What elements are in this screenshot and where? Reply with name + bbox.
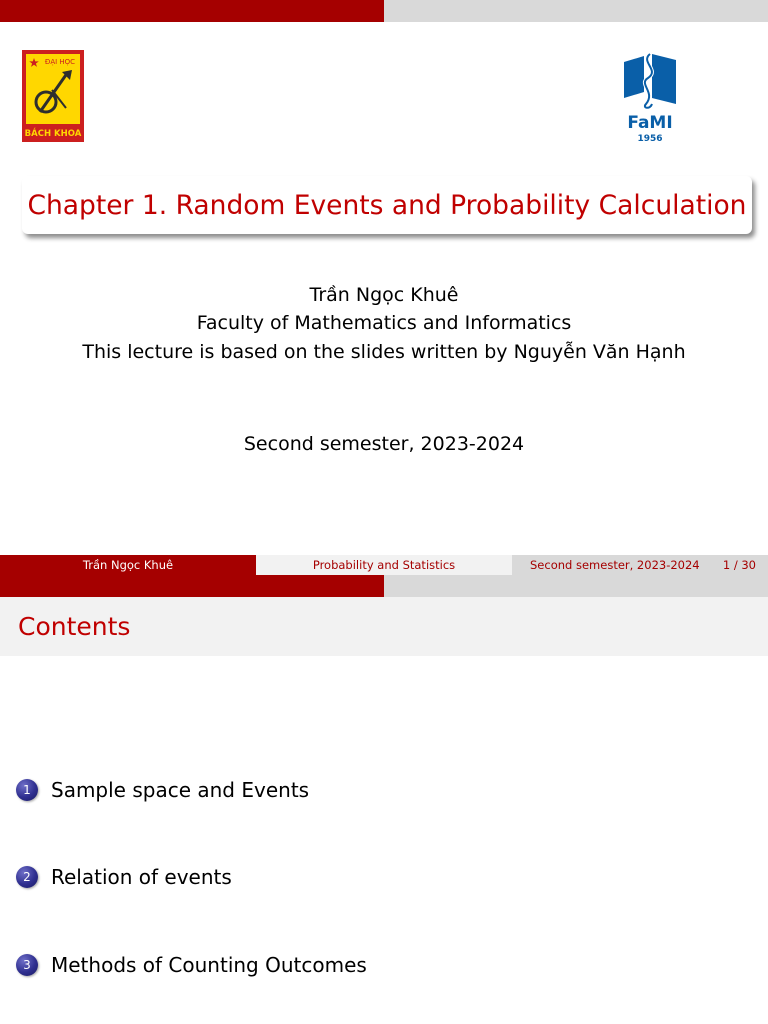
fami-logo (620, 48, 680, 144)
toc-number-ball: 2 (16, 866, 38, 888)
footer-semester (512, 555, 768, 575)
author-name: Trần Ngọc Khuê (309, 284, 459, 306)
toc-item-label: Sample space and Events (51, 778, 310, 802)
footer-page-number: 1 / 30 (722, 558, 756, 572)
header-bar-left (0, 0, 384, 22)
toc-item-3[interactable] (16, 950, 367, 980)
semester-date: Second semester, 2023-2024 (243, 433, 525, 455)
toc-number-ball: 3 (16, 954, 38, 976)
toc-item-2[interactable] (16, 862, 232, 892)
footer-course (256, 555, 512, 575)
toc-item-label: Methods of Counting Outcomes (51, 953, 367, 977)
title-box (22, 176, 752, 234)
contents-title: Contents (18, 612, 131, 641)
fami-logo-text: FaMI (627, 113, 673, 133)
slide-title: Chapter 1. Random Events and Probability Calculation (27, 189, 747, 221)
toc-number-ball: 1 (16, 779, 38, 801)
hust-logo (22, 50, 84, 142)
footer-course-text: Probability and Statistics (312, 558, 456, 572)
header-bar-right-2 (384, 575, 768, 597)
contents-title-bar (0, 597, 768, 656)
toc-item-label: Relation of events (51, 865, 232, 889)
hust-logo-line1: ĐẠI HỌC (44, 58, 76, 66)
footer-author (0, 555, 256, 575)
lecture-note: This lecture is based on the slides written by Nguyễn Văn Hạnh (82, 341, 686, 363)
hust-logo-line2: BÁCH KHOA (24, 129, 82, 139)
header-bar-right (384, 0, 768, 22)
fami-logo-year: 1956 (637, 134, 663, 144)
header-bar-left-2 (0, 575, 384, 597)
footer-author-text: Trần Ngọc Khuê (82, 558, 174, 572)
footer-semester-text: Second semester, 2023-2024 (530, 558, 700, 572)
toc-item-1[interactable] (16, 775, 309, 805)
faculty-name: Faculty of Mathematics and Informatics (196, 312, 572, 334)
